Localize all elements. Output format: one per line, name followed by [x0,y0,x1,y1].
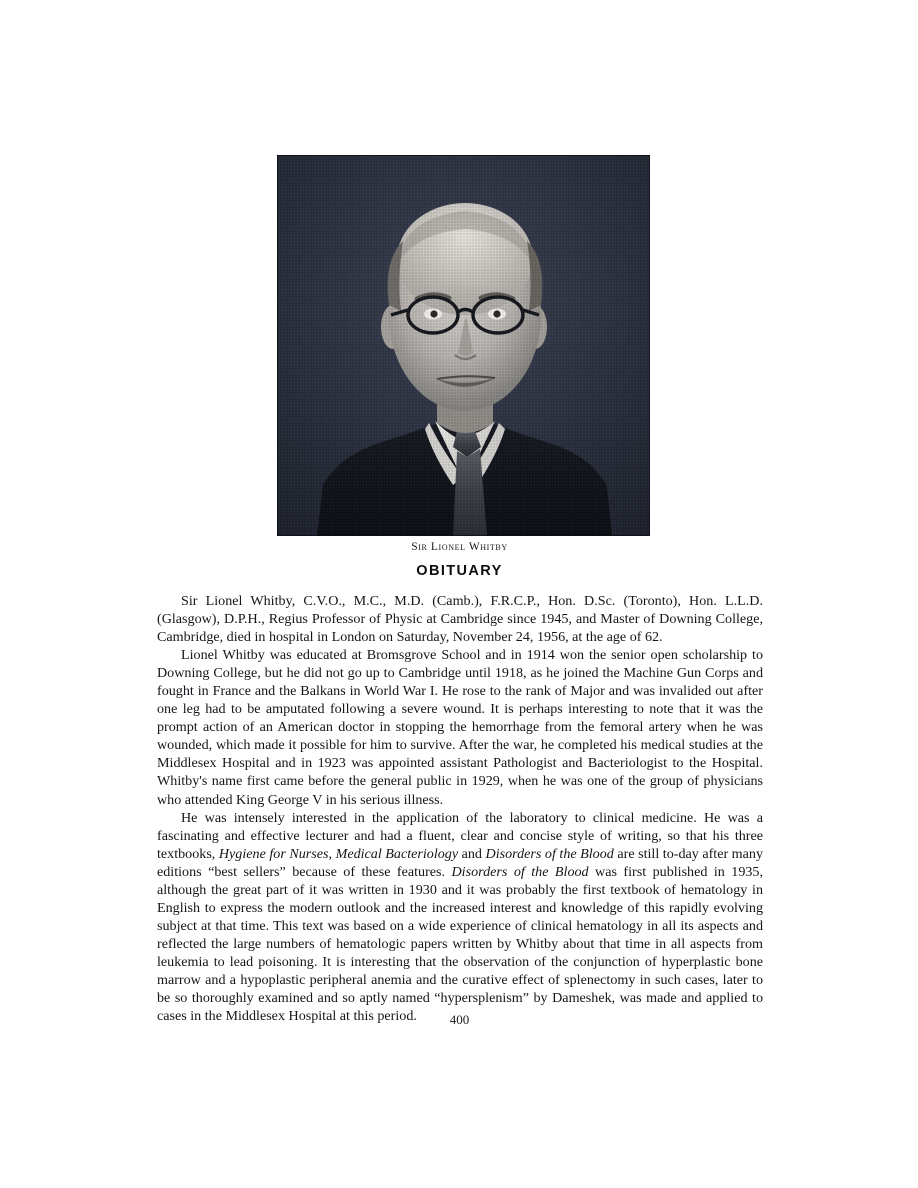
figure-caption: Sir Lionel Whitby [411,541,508,553]
article-body [157,592,763,1025]
text-run: and [458,845,486,862]
paragraph-textbooks-and-hematology [157,809,763,1026]
page-title: OBITUARY [416,563,503,579]
title-italic: Hygiene for Nurses [218,845,329,862]
text-run: , [328,845,336,862]
text-run: was first published in 1935, although the great part of it was written in 1930 and it was probably the first textbook of hematology in English to express the modern outlook and the increased interest and knowledge of this rapidly evolving subject at that time. This text was based on a wide experience of clinical hematology in all its aspects and reflected the large numbers of hematologic papers written by Whitby about that time in all aspects from leukemia to lead poisoning. It is interesting that the observation of the conjunction of hyperplastic bone marrow and a hypoplastic peripheral anemia and the curative effect of splenectomy in such cases, later to be so thoroughly examined and so aptly named “hypersplenism” by Dameshek, was made and applied to cases in the Middlesex Hospital at this period. [157,863,763,1025]
portrait-photograph [277,155,650,536]
text-run: Sir Lionel Whitby, C.V.O., M.C., M.D. (Camb.), F.R.C.P., Hon. D.Sc. (Toronto), Hon. L.L.D. (Glasgow), D.P.H., Regius Professor of Physic at Cambridge since 1945, and Master of Downing College, Cambridge, died in hospital in London on Saturday, November 24, 1956, at the age of 62. [157,593,763,646]
title-italic: Disorders of the Blood [451,863,589,880]
text-run: are still to-day after many editions “best sellers” because of these features. [157,845,763,880]
paragraph-credentials [157,592,763,646]
title-italic: Disorders of the Blood [485,845,614,862]
title-italic: Medical Bacteriology [335,845,459,862]
page-number: 400 [449,1012,470,1027]
paragraph-education-and-war [157,646,763,808]
text-run: He was intensely interested in the application of the laboratory to clinical medicine. He was a fascinating and effective lecturer and had a fluent, clear and concise style of writing, so that his three textbooks, [157,809,763,862]
portrait-figure [277,155,650,536]
text-run: Lionel Whitby was educated at Bromsgrove School and in 1914 won the senior open scholarship to Downing College, but he did not go up to Cambridge until 1918, as he joined the Machine Gun Corps and fought in France and the Balkans in World War I. He rose to the rank of Major and was invalided out after one leg had to be amputated following a severe wound. It is perhaps interesting to note that it was the prompt action of an American doctor in stopping the hemorrhage from the femoral artery when he was wounded, which made it possible for him to survive. After the war, he completed his medical studies at the Middlesex Hospital and in 1923 was appointed assistant Pathologist and Bacteriologist to the Hospital. Whitby's name first came before the general public in 1929, when he was one of the group of physicians who attended King George V in his serious illness. [157,647,763,808]
